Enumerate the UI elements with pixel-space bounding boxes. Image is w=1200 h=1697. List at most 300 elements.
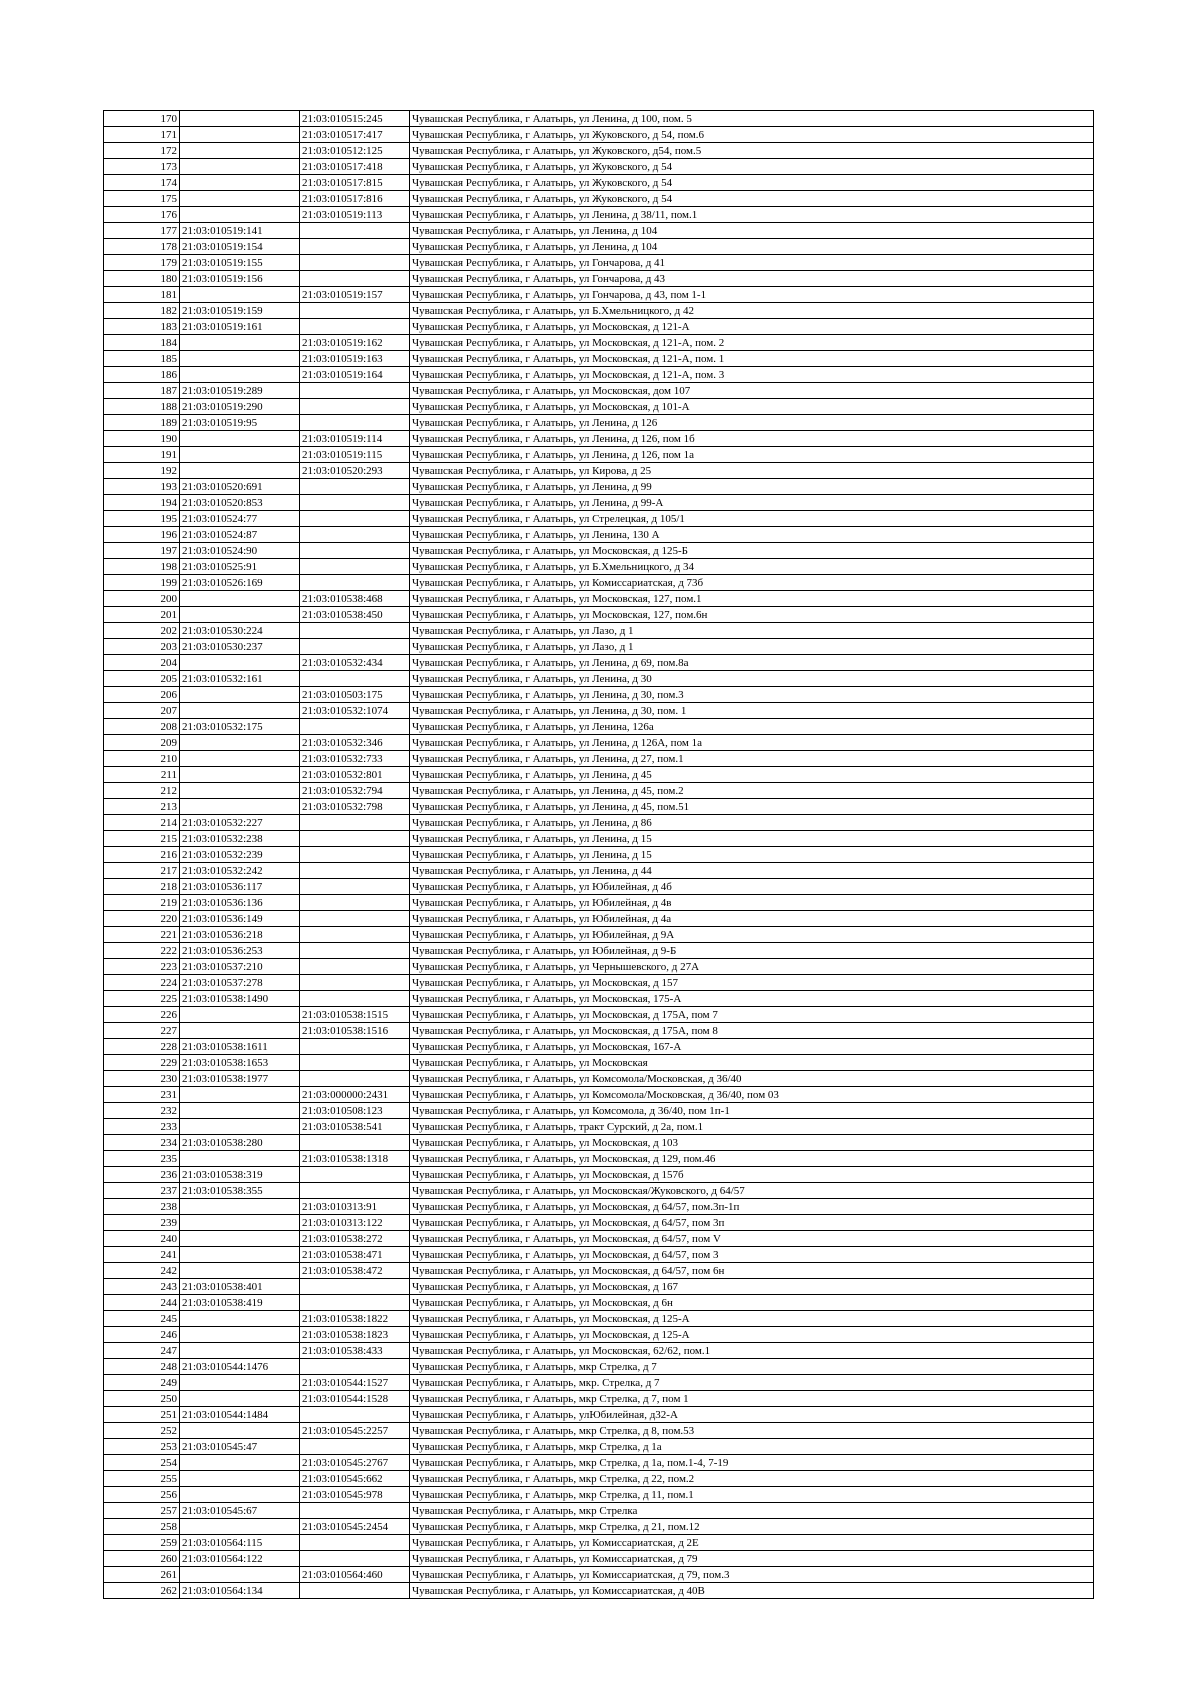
object-cadastral-number-cell: 21:03:010532:1074 — [300, 703, 410, 719]
table-row — [104, 559, 1094, 575]
land-cadastral-number-cell: 21:03:010520:853 — [180, 495, 300, 511]
land-cadastral-number-cell: 21:03:010532:175 — [180, 719, 300, 735]
row-number-cell: 253 — [104, 1439, 180, 1455]
land-cadastral-number-cell: 21:03:010564:115 — [180, 1535, 300, 1551]
object-cadastral-number-cell: 21:03:010519:114 — [300, 431, 410, 447]
object-cadastral-number-cell: 21:03:010564:460 — [300, 1567, 410, 1583]
address-cell: Чувашская Республика, г Алатырь, ул Московская, 62/62, пом.1 — [410, 1343, 1094, 1359]
table-row — [104, 463, 1094, 479]
table-row — [104, 1503, 1094, 1519]
row-number-cell: 237 — [104, 1183, 180, 1199]
address-cell: Чувашская Республика, г Алатырь, ул Московская, д 64/57, пом 6н — [410, 1263, 1094, 1279]
land-cadastral-number-cell — [180, 767, 300, 783]
address-cell: Чувашская Республика, г Алатырь, ул Московская, д 125-Б — [410, 543, 1094, 559]
address-cell: Чувашская Республика, г Алатырь, мкр Стрелка, д 11, пом.1 — [410, 1487, 1094, 1503]
land-cadastral-number-cell — [180, 1455, 300, 1471]
row-number-cell: 215 — [104, 831, 180, 847]
land-cadastral-number-cell: 21:03:010564:122 — [180, 1551, 300, 1567]
land-cadastral-number-cell — [180, 1471, 300, 1487]
address-cell: Чувашская Республика, г Алатырь, ул Московская, д 6н — [410, 1295, 1094, 1311]
row-number-cell: 244 — [104, 1295, 180, 1311]
row-number-cell: 251 — [104, 1407, 180, 1423]
row-number-cell: 223 — [104, 959, 180, 975]
land-cadastral-number-cell — [180, 1103, 300, 1119]
table-row — [104, 1135, 1094, 1151]
row-number-cell: 225 — [104, 991, 180, 1007]
address-cell: Чувашская Республика, г Алатырь, ул Ленина, д 44 — [410, 863, 1094, 879]
object-cadastral-number-cell — [300, 623, 410, 639]
row-number-cell: 254 — [104, 1455, 180, 1471]
table-row — [104, 1423, 1094, 1439]
row-number-cell: 256 — [104, 1487, 180, 1503]
row-number-cell: 209 — [104, 735, 180, 751]
land-cadastral-number-cell — [180, 447, 300, 463]
land-cadastral-number-cell — [180, 1327, 300, 1343]
row-number-cell: 221 — [104, 927, 180, 943]
row-number-cell: 181 — [104, 287, 180, 303]
address-cell: Чувашская Республика, г Алатырь, ул Московская, д 121-А, пом. 1 — [410, 351, 1094, 367]
table-row — [104, 863, 1094, 879]
object-cadastral-number-cell — [300, 831, 410, 847]
land-cadastral-number-cell: 21:03:010524:77 — [180, 511, 300, 527]
address-cell: Чувашская Республика, г Алатырь, ул Ленина, 126а — [410, 719, 1094, 735]
table-row — [104, 1391, 1094, 1407]
address-cell: Чувашская Республика, г Алатырь, ул Московская, д 64/57, пом V — [410, 1231, 1094, 1247]
row-number-cell: 195 — [104, 511, 180, 527]
object-cadastral-number-cell — [300, 1551, 410, 1567]
land-cadastral-number-cell — [180, 1423, 300, 1439]
row-number-cell: 239 — [104, 1215, 180, 1231]
row-number-cell: 197 — [104, 543, 180, 559]
table-row — [104, 1311, 1094, 1327]
table-row — [104, 367, 1094, 383]
object-cadastral-number-cell: 21:03:010545:978 — [300, 1487, 410, 1503]
object-cadastral-number-cell: 21:03:010508:123 — [300, 1103, 410, 1119]
row-number-cell: 216 — [104, 847, 180, 863]
table-row — [104, 959, 1094, 975]
land-cadastral-number-cell — [180, 751, 300, 767]
land-cadastral-number-cell — [180, 735, 300, 751]
land-cadastral-number-cell: 21:03:010519:155 — [180, 255, 300, 271]
land-cadastral-number-cell: 21:03:010538:419 — [180, 1295, 300, 1311]
land-cadastral-number-cell: 21:03:010536:149 — [180, 911, 300, 927]
row-number-cell: 230 — [104, 1071, 180, 1087]
object-cadastral-number-cell: 21:03:010532:794 — [300, 783, 410, 799]
row-number-cell: 224 — [104, 975, 180, 991]
address-cell: Чувашская Республика, г Алатырь, тракт Сурский, д 2а, пом.1 — [410, 1119, 1094, 1135]
row-number-cell: 228 — [104, 1039, 180, 1055]
land-cadastral-number-cell — [180, 367, 300, 383]
row-number-cell: 207 — [104, 703, 180, 719]
land-cadastral-number-cell: 21:03:010538:319 — [180, 1167, 300, 1183]
table-row — [104, 831, 1094, 847]
land-cadastral-number-cell — [180, 335, 300, 351]
row-number-cell: 174 — [104, 175, 180, 191]
land-cadastral-number-cell: 21:03:010519:290 — [180, 399, 300, 415]
address-cell: Чувашская Республика, г Алатырь, ул Московская — [410, 1055, 1094, 1071]
row-number-cell: 262 — [104, 1583, 180, 1599]
address-cell: Чувашская Республика, г Алатырь, ул Московская/Жуковского, д 64/57 — [410, 1183, 1094, 1199]
land-cadastral-number-cell: 21:03:010537:278 — [180, 975, 300, 991]
object-cadastral-number-cell — [300, 959, 410, 975]
address-cell: Чувашская Республика, г Алатырь, ул Московская, 127, пом.1 — [410, 591, 1094, 607]
table-row — [104, 431, 1094, 447]
object-cadastral-number-cell: 21:03:010519:157 — [300, 287, 410, 303]
object-cadastral-number-cell — [300, 303, 410, 319]
address-cell: Чувашская Республика, г Алатырь, ул Московская, д 64/57, пом.3п-1п — [410, 1199, 1094, 1215]
address-cell: Чувашская Республика, г Алатырь, ул Московская, д 121-А, пом. 3 — [410, 367, 1094, 383]
row-number-cell: 201 — [104, 607, 180, 623]
object-cadastral-number-cell: 21:03:010532:798 — [300, 799, 410, 815]
object-cadastral-number-cell: 21:03:010519:113 — [300, 207, 410, 223]
object-cadastral-number-cell: 21:03:010532:733 — [300, 751, 410, 767]
object-cadastral-number-cell: 21:03:010538:1318 — [300, 1151, 410, 1167]
land-cadastral-number-cell — [180, 1199, 300, 1215]
object-cadastral-number-cell: 21:03:010538:1823 — [300, 1327, 410, 1343]
object-cadastral-number-cell — [300, 1407, 410, 1423]
row-number-cell: 213 — [104, 799, 180, 815]
row-number-cell: 178 — [104, 239, 180, 255]
land-cadastral-number-cell — [180, 1519, 300, 1535]
row-number-cell: 212 — [104, 783, 180, 799]
row-number-cell: 218 — [104, 879, 180, 895]
address-cell: Чувашская Республика, г Алатырь, ул Юбилейная, д 4б — [410, 879, 1094, 895]
row-number-cell: 200 — [104, 591, 180, 607]
row-number-cell: 222 — [104, 943, 180, 959]
object-cadastral-number-cell — [300, 527, 410, 543]
table-row — [104, 1519, 1094, 1535]
object-cadastral-number-cell — [300, 1167, 410, 1183]
row-number-cell: 184 — [104, 335, 180, 351]
table-row — [104, 143, 1094, 159]
row-number-cell: 202 — [104, 623, 180, 639]
address-cell: Чувашская Республика, г Алатырь, ул Московская, д 125-А — [410, 1327, 1094, 1343]
address-cell: Чувашская Республика, г Алатырь, ул Ленина, д 99 — [410, 479, 1094, 495]
address-cell: Чувашская Республика, г Алатырь, ул Ленина, д 45, пом.2 — [410, 783, 1094, 799]
table-row — [104, 1103, 1094, 1119]
address-cell: Чувашская Республика, г Алатырь, мкр Стрелка — [410, 1503, 1094, 1519]
address-cell: Чувашская Республика, г Алатырь, ул Лазо, д 1 — [410, 623, 1094, 639]
address-cell: Чувашская Республика, г Алатырь, ул Ленина, д 30, пом. 1 — [410, 703, 1094, 719]
land-cadastral-number-cell: 21:03:010519:154 — [180, 239, 300, 255]
address-cell: Чувашская Республика, г Алатырь, ул Лазо, д 1 — [410, 639, 1094, 655]
address-cell: Чувашская Республика, г Алатырь, ул Комиссариатская, д 79, пом.3 — [410, 1567, 1094, 1583]
row-number-cell: 236 — [104, 1167, 180, 1183]
address-cell: Чувашская Республика, г Алатырь, ул Комиссариатская, д 2Е — [410, 1535, 1094, 1551]
registry-sheet — [103, 110, 1093, 1599]
object-cadastral-number-cell: 21:03:010538:472 — [300, 1263, 410, 1279]
table-row — [104, 1087, 1094, 1103]
row-number-cell: 191 — [104, 447, 180, 463]
land-cadastral-number-cell: 21:03:010544:1484 — [180, 1407, 300, 1423]
table-row — [104, 1535, 1094, 1551]
land-cadastral-number-cell: 21:03:010538:1977 — [180, 1071, 300, 1087]
table-row — [104, 1407, 1094, 1423]
land-cadastral-number-cell: 21:03:010519:156 — [180, 271, 300, 287]
table-row — [104, 671, 1094, 687]
land-cadastral-number-cell — [180, 1567, 300, 1583]
land-cadastral-number-cell — [180, 1215, 300, 1231]
land-cadastral-number-cell — [180, 591, 300, 607]
object-cadastral-number-cell — [300, 575, 410, 591]
table-row — [104, 1039, 1094, 1055]
table-row — [104, 975, 1094, 991]
land-cadastral-number-cell: 21:03:010530:224 — [180, 623, 300, 639]
row-number-cell: 227 — [104, 1023, 180, 1039]
land-cadastral-number-cell — [180, 1007, 300, 1023]
table-row — [104, 207, 1094, 223]
object-cadastral-number-cell — [300, 719, 410, 735]
address-cell: Чувашская Республика, г Алатырь, ул Московская, д 64/57, пом 3п — [410, 1215, 1094, 1231]
address-cell: Чувашская Республика, г Алатырь, ул Б.Хмельницкого, д 34 — [410, 559, 1094, 575]
object-cadastral-number-cell: 21:03:000000:2431 — [300, 1087, 410, 1103]
land-cadastral-number-cell: 21:03:010532:227 — [180, 815, 300, 831]
address-cell: Чувашская Республика, г Алатырь, ул Ленина, д 15 — [410, 847, 1094, 863]
land-cadastral-number-cell — [180, 175, 300, 191]
land-cadastral-number-cell: 21:03:010536:218 — [180, 927, 300, 943]
object-cadastral-number-cell: 21:03:010538:450 — [300, 607, 410, 623]
address-cell: Чувашская Республика, г Алатырь, ул Жуковского, д 54 — [410, 159, 1094, 175]
table-row — [104, 1263, 1094, 1279]
object-cadastral-number-cell: 21:03:010519:115 — [300, 447, 410, 463]
land-cadastral-number-cell — [180, 1087, 300, 1103]
address-cell: Чувашская Республика, г Алатырь, мкр Стрелка, д 21, пом.12 — [410, 1519, 1094, 1535]
address-cell: Чувашская Республика, г Алатырь, ул Московская, д 157б — [410, 1167, 1094, 1183]
object-cadastral-number-cell — [300, 223, 410, 239]
row-number-cell: 243 — [104, 1279, 180, 1295]
land-cadastral-number-cell: 21:03:010538:1611 — [180, 1039, 300, 1055]
table-row — [104, 127, 1094, 143]
table-row — [104, 1183, 1094, 1199]
address-cell: Чувашская Республика, г Алатырь, ул Юбилейная, д 9А — [410, 927, 1094, 943]
row-number-cell: 185 — [104, 351, 180, 367]
land-cadastral-number-cell — [180, 159, 300, 175]
row-number-cell: 257 — [104, 1503, 180, 1519]
land-cadastral-number-cell: 21:03:010538:1490 — [180, 991, 300, 1007]
object-cadastral-number-cell: 21:03:010545:662 — [300, 1471, 410, 1487]
object-cadastral-number-cell: 21:03:010532:346 — [300, 735, 410, 751]
object-cadastral-number-cell — [300, 1183, 410, 1199]
land-cadastral-number-cell — [180, 1263, 300, 1279]
table-row — [104, 175, 1094, 191]
object-cadastral-number-cell — [300, 927, 410, 943]
object-cadastral-number-cell — [300, 1071, 410, 1087]
object-cadastral-number-cell: 21:03:010532:801 — [300, 767, 410, 783]
row-number-cell: 226 — [104, 1007, 180, 1023]
object-cadastral-number-cell — [300, 1039, 410, 1055]
table-row — [104, 815, 1094, 831]
address-cell: Чувашская Республика, г Алатырь, ул Ленина, д 30 — [410, 671, 1094, 687]
table-row — [104, 1119, 1094, 1135]
object-cadastral-number-cell: 21:03:010538:468 — [300, 591, 410, 607]
object-cadastral-number-cell — [300, 239, 410, 255]
table-row — [104, 991, 1094, 1007]
row-number-cell: 208 — [104, 719, 180, 735]
row-number-cell: 217 — [104, 863, 180, 879]
land-cadastral-number-cell: 21:03:010532:239 — [180, 847, 300, 863]
table-row — [104, 783, 1094, 799]
object-cadastral-number-cell — [300, 1535, 410, 1551]
table-row — [104, 479, 1094, 495]
table-row — [104, 319, 1094, 335]
address-cell: Чувашская Республика, г Алатырь, мкр Стрелка, д 7, пом 1 — [410, 1391, 1094, 1407]
table-row — [104, 383, 1094, 399]
address-cell: Чувашская Республика, г Алатырь, ул Ленина, д 104 — [410, 223, 1094, 239]
object-cadastral-number-cell — [300, 271, 410, 287]
table-row — [104, 703, 1094, 719]
address-cell: Чувашская Республика, г Алатырь, ул Жуковского, д 54 — [410, 175, 1094, 191]
address-cell: Чувашская Республика, г Алатырь, ул Юбилейная, д 4в — [410, 895, 1094, 911]
address-cell: Чувашская Республика, г Алатырь, ул Московская, д 64/57, пом 3 — [410, 1247, 1094, 1263]
table-row — [104, 287, 1094, 303]
property-registry-table — [103, 110, 1094, 1599]
address-cell: Чувашская Республика, г Алатырь, ул Московская, д 167 — [410, 1279, 1094, 1295]
land-cadastral-number-cell — [180, 287, 300, 303]
object-cadastral-number-cell: 21:03:010538:541 — [300, 1119, 410, 1135]
object-cadastral-number-cell — [300, 1055, 410, 1071]
table-row — [104, 799, 1094, 815]
address-cell: Чувашская Республика, г Алатырь, ул Жуковского, д54, пом.5 — [410, 143, 1094, 159]
object-cadastral-number-cell — [300, 975, 410, 991]
table-row — [104, 1279, 1094, 1295]
land-cadastral-number-cell: 21:03:010526:169 — [180, 575, 300, 591]
table-row — [104, 1199, 1094, 1215]
address-cell: Чувашская Республика, г Алатырь, ул Юбилейная, д 9-Б — [410, 943, 1094, 959]
row-number-cell: 247 — [104, 1343, 180, 1359]
land-cadastral-number-cell — [180, 1119, 300, 1135]
land-cadastral-number-cell — [180, 1391, 300, 1407]
table-row — [104, 351, 1094, 367]
row-number-cell: 260 — [104, 1551, 180, 1567]
table-row — [104, 751, 1094, 767]
object-cadastral-number-cell — [300, 879, 410, 895]
table-row — [104, 1567, 1094, 1583]
object-cadastral-number-cell — [300, 1583, 410, 1599]
table-row — [104, 623, 1094, 639]
land-cadastral-number-cell: 21:03:010524:90 — [180, 543, 300, 559]
object-cadastral-number-cell: 21:03:010313:122 — [300, 1215, 410, 1231]
table-row — [104, 1231, 1094, 1247]
address-cell: Чувашская Республика, г Алатырь, ул Ленина, д 45 — [410, 767, 1094, 783]
land-cadastral-number-cell — [180, 687, 300, 703]
land-cadastral-number-cell: 21:03:010545:67 — [180, 1503, 300, 1519]
land-cadastral-number-cell: 21:03:010530:237 — [180, 639, 300, 655]
object-cadastral-number-cell — [300, 511, 410, 527]
row-number-cell: 249 — [104, 1375, 180, 1391]
address-cell: Чувашская Республика, г Алатырь, ул Б.Хмельницкого, д 42 — [410, 303, 1094, 319]
land-cadastral-number-cell: 21:03:010520:691 — [180, 479, 300, 495]
land-cadastral-number-cell — [180, 655, 300, 671]
land-cadastral-number-cell — [180, 1231, 300, 1247]
address-cell: Чувашская Республика, г Алатырь, мкр Стрелка, д 7 — [410, 1359, 1094, 1375]
land-cadastral-number-cell — [180, 1247, 300, 1263]
land-cadastral-number-cell — [180, 1151, 300, 1167]
land-cadastral-number-cell — [180, 127, 300, 143]
row-number-cell: 219 — [104, 895, 180, 911]
row-number-cell: 196 — [104, 527, 180, 543]
land-cadastral-number-cell: 21:03:010564:134 — [180, 1583, 300, 1599]
land-cadastral-number-cell: 21:03:010524:87 — [180, 527, 300, 543]
object-cadastral-number-cell: 21:03:010520:293 — [300, 463, 410, 479]
land-cadastral-number-cell — [180, 1023, 300, 1039]
address-cell: Чувашская Республика, г Алатырь, ул Комсомола, д 36/40, пом 1п-1 — [410, 1103, 1094, 1119]
address-cell: Чувашская Республика, г Алатырь, ул Московская, д 175А, пом 8 — [410, 1023, 1094, 1039]
row-number-cell: 172 — [104, 143, 180, 159]
object-cadastral-number-cell — [300, 495, 410, 511]
land-cadastral-number-cell — [180, 207, 300, 223]
row-number-cell: 255 — [104, 1471, 180, 1487]
row-number-cell: 231 — [104, 1087, 180, 1103]
row-number-cell: 180 — [104, 271, 180, 287]
row-number-cell: 233 — [104, 1119, 180, 1135]
row-number-cell: 245 — [104, 1311, 180, 1327]
land-cadastral-number-cell: 21:03:010537:210 — [180, 959, 300, 975]
object-cadastral-number-cell: 21:03:010517:816 — [300, 191, 410, 207]
table-row — [104, 191, 1094, 207]
table-row — [104, 1151, 1094, 1167]
table-row — [104, 303, 1094, 319]
object-cadastral-number-cell — [300, 255, 410, 271]
table-row — [104, 1439, 1094, 1455]
row-number-cell: 176 — [104, 207, 180, 223]
table-row — [104, 543, 1094, 559]
object-cadastral-number-cell — [300, 991, 410, 1007]
table-row — [104, 1215, 1094, 1231]
row-number-cell: 170 — [104, 111, 180, 127]
table-row — [104, 495, 1094, 511]
address-cell: Чувашская Республика, г Алатырь, ул Московская, д 129, пом.46 — [410, 1151, 1094, 1167]
object-cadastral-number-cell: 21:03:010517:418 — [300, 159, 410, 175]
row-number-cell: 171 — [104, 127, 180, 143]
table-row — [104, 399, 1094, 415]
object-cadastral-number-cell: 21:03:010503:175 — [300, 687, 410, 703]
table-row — [104, 1359, 1094, 1375]
address-cell: Чувашская Республика, г Алатырь, ул Ленина, д 38/11, пом.1 — [410, 207, 1094, 223]
land-cadastral-number-cell: 21:03:010519:289 — [180, 383, 300, 399]
table-row — [104, 943, 1094, 959]
table-row — [104, 639, 1094, 655]
row-number-cell: 240 — [104, 1231, 180, 1247]
address-cell: Чувашская Республика, г Алатырь, ул Гончарова, д 43, пом 1-1 — [410, 287, 1094, 303]
table-row — [104, 767, 1094, 783]
land-cadastral-number-cell: 21:03:010519:95 — [180, 415, 300, 431]
table-row — [104, 1327, 1094, 1343]
address-cell: Чувашская Республика, г Алатырь, ул Московская, д 125-А — [410, 1311, 1094, 1327]
row-number-cell: 238 — [104, 1199, 180, 1215]
row-number-cell: 235 — [104, 1151, 180, 1167]
table-row — [104, 1471, 1094, 1487]
object-cadastral-number-cell: 21:03:010544:1528 — [300, 1391, 410, 1407]
object-cadastral-number-cell — [300, 1503, 410, 1519]
object-cadastral-number-cell: 21:03:010545:2257 — [300, 1423, 410, 1439]
address-cell: Чувашская Республика, г Алатырь, ул Ленина, д 45, пом.51 — [410, 799, 1094, 815]
table-row — [104, 239, 1094, 255]
address-cell: Чувашская Республика, г Алатырь, ул Московская, д 175А, пом 7 — [410, 1007, 1094, 1023]
address-cell: Чувашская Республика, г Алатырь, ул Жуковского, д 54, пом.6 — [410, 127, 1094, 143]
table-row — [104, 927, 1094, 943]
land-cadastral-number-cell — [180, 1343, 300, 1359]
address-cell: Чувашская Республика, г Алатырь, ул Стрелецкая, д 105/1 — [410, 511, 1094, 527]
row-number-cell: 179 — [104, 255, 180, 271]
object-cadastral-number-cell: 21:03:010538:272 — [300, 1231, 410, 1247]
table-row — [104, 895, 1094, 911]
address-cell: Чувашская Республика, г Алатырь, ул Ленина, д 99-А — [410, 495, 1094, 511]
row-number-cell: 173 — [104, 159, 180, 175]
row-number-cell: 252 — [104, 1423, 180, 1439]
address-cell: Чувашская Республика, г Алатырь, ул Гончарова, д 43 — [410, 271, 1094, 287]
table-row — [104, 655, 1094, 671]
land-cadastral-number-cell: 21:03:010538:401 — [180, 1279, 300, 1295]
